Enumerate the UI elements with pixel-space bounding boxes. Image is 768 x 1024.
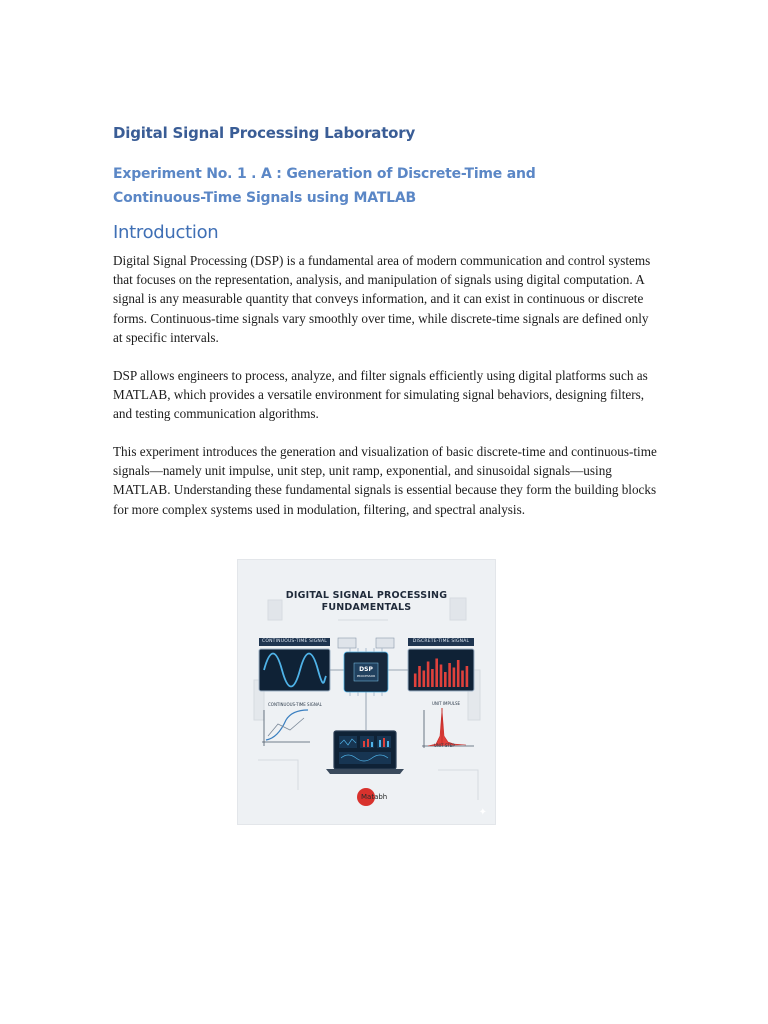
discrete-bar — [431, 669, 434, 687]
discrete-bar — [435, 659, 438, 688]
paragraph-1: Digital Signal Processing (DSP) is a fundamental area of modern communication and control systems that focuses on the representation, analysis, and manipulation of signals using digital computation. A signal is any measurable quantity that conveys information, and it can exist in continuous or discrete forms. Continuous-time signals vary smoothly over time, while discrete-time signals are defined only at specific intervals. — [113, 253, 651, 345]
module-box — [376, 638, 394, 648]
chip-label: DSP — [359, 666, 373, 673]
infographic-title-line1: DIGITAL SIGNAL PROCESSING — [285, 590, 448, 601]
paragraph-3: This experiment introduces the generation and visualization of basic discrete-time and continuous-time signals—namely unit impulse, unit step, unit ramp, exponential, and sinusoidal signals—using MATLAB. Understanding these fundamental signals is essential because they form the building blocks for more complex systems used in modulation, filtering, and spectral analysis. — [113, 444, 657, 517]
continuous-panel-label: CONTINUOUS-TIME SIGNAL — [259, 638, 330, 646]
infographic-title-line2: FUNDAMENTALS — [321, 602, 412, 613]
discrete-bar — [418, 666, 421, 687]
experiment-title: Experiment No. 1 . A : Generation of Discrete-Time and Continuous-Time Signals using MATLAB — [113, 166, 536, 206]
discrete-bar — [466, 666, 469, 687]
paragraph-2: DSP allows engineers to process, analyze, and filter signals efficiently using digital platforms such as MATLAB, which provides a versatile environment for simulating signal behaviors, designing filters, and testing communication algorithms. — [113, 368, 648, 422]
chip-sublabel: PROCESSOR — [356, 674, 376, 678]
sparkle-icon: ✦ — [478, 807, 487, 818]
dsp-fundamentals-infographic — [237, 559, 496, 825]
infographic-title — [238, 590, 495, 614]
discrete-bar — [423, 671, 426, 688]
discrete-bar — [461, 671, 464, 688]
discrete-bar — [444, 672, 447, 687]
discrete-bar — [427, 662, 430, 688]
discrete-bar — [457, 660, 460, 687]
continuous-graph — [262, 710, 310, 746]
unit-step-label: UNIT STEP — [434, 743, 455, 748]
laptop-base — [326, 769, 404, 774]
discrete-bar — [440, 665, 443, 688]
unit-impulse-label: UNIT IMPULSE — [432, 701, 461, 706]
discrete-panel-label: DISCRETE-TIME SIGNAL — [408, 638, 474, 646]
discrete-bar — [453, 668, 456, 688]
continuous-graph-label: CONTINUOUS-TIME SIGNAL — [268, 702, 322, 707]
discrete-bar — [414, 674, 417, 688]
introduction-heading: Introduction — [113, 222, 219, 243]
module-box — [338, 638, 356, 648]
discrete-bar — [448, 663, 451, 687]
logo-text: Matabh — [361, 793, 388, 801]
lab-title: Digital Signal Processing Laboratory — [113, 124, 416, 142]
impulse-step-graph — [422, 708, 474, 748]
